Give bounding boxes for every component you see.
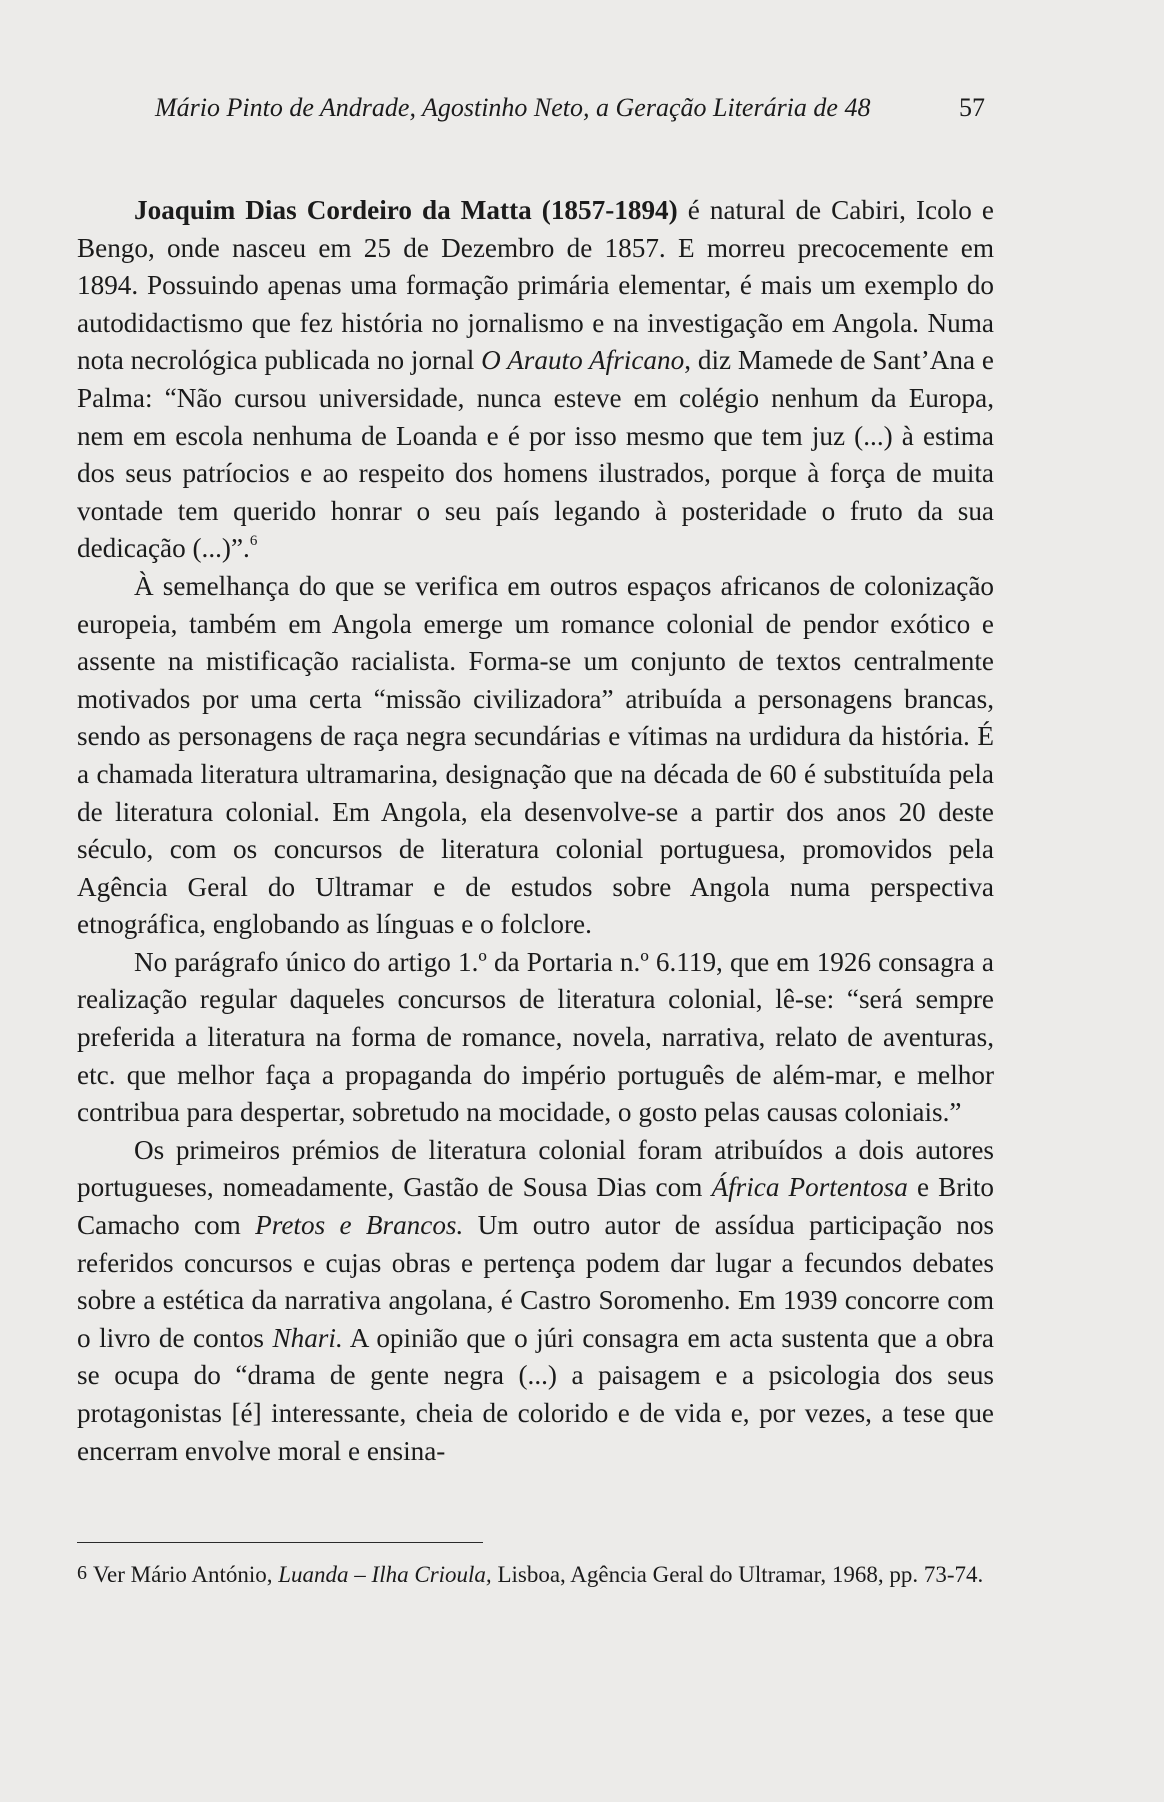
footnote-reference: 6 [249, 533, 258, 550]
footnote-rule [77, 1542, 483, 1543]
paragraph-premios [77, 1132, 994, 1470]
journal-title: O Arauto Africano [481, 345, 685, 376]
text-run: A opinião que o júri consagra em acta sustenta que a obra se ocupa do “drama de gente negra (...) a paisagem e a psicologia dos seus protagonistas [é] interessante, cheia de colorido e de vida e, por vezes, a tese que encerram envolve moral e ensina- [77, 1322, 994, 1466]
running-title: Mário Pinto de Andrade, Agostinho Neto, a Geração Literária de 48 [155, 93, 871, 122]
book-title: África Portentosa [711, 1172, 908, 1203]
person-name: Joaquim Dias Cordeiro da Matta (1857-1894) [134, 195, 678, 225]
paragraph-portaria: No parágrafo único do artigo 1.º da Portaria n.º 6.119, que em 1926 consagra a realização regular daqueles concursos de literatura colonial, lê-se: “será sempre preferida a literatura na forma de romance, novela, narrativa, relato de aventuras, etc. que melhor faça a propaganda do império português de além-mar, e melhor contribua para despertar, sobretudo na mocidade, o gosto pelas causas coloniais.” [77, 946, 994, 1128]
page-number: 57 [959, 93, 985, 122]
text-run: Um outro autor de assídua participação nos referidos concursos e cujas obras e pertença podem dar lugar a fecundos debates sobre a estética da narrativa angolana, é Castro Soromenho. Em 1939 concorre com o livro de contos [77, 1210, 995, 1353]
body-text [77, 192, 994, 1470]
footnote-number: 6 [77, 1562, 87, 1584]
text-run: é natural de Cabiri, Icolo e Bengo, onde nasceu em 25 de Dezembro de 1857. E morreu precocemente em 1894. Possuindo apenas uma formação primária elementar, é mais um exemplo do autodidactismo que fez história no jornalismo e na investigação em Angola. Numa nota necrológica publicada no jornal [77, 195, 994, 376]
text-run: , diz Mamede de Sant’Ana e Palma: “Não cursou universidade, nunca esteve em colégio nenhum da Europa, nem em escola nenhuma de Loanda e é por isso mesmo que tem juz (...) à estima dos seus patríocios e ao respeito dos homens ilustrados, porque à força de muita vontade tem querido honrar o seu país legando à posteridade o fruto da sua dedicação (...)”. [77, 345, 994, 564]
footnote [77, 1556, 994, 1592]
paragraph-cordeiro-da-matta [77, 192, 994, 568]
text-run: Lisboa, Agência Geral do Ultramar, 1968, pp. 73-74. [491, 1562, 984, 1587]
paragraph-romance-colonial: À semelhança do que se verifica em outros espaços africanos de colonização europeia, também em Angola emerge um romance colonial de pendor exótico e assente na mistificação racialista. Forma-se um conjunto de textos centralmente motivados por uma certa “missão civilizadora” atribuída a personagens brancas, sendo as personagens de raça negra secundárias e vítimas na urdidura da história. É a chamada literatura ultramarina, designação que na década de 60 é substituída pela de literatura colonial. Em Angola, ela desenvolve-se a partir dos anos 20 deste século, com os concursos de literatura colonial portuguesa, promovidos pela Agência Geral do Ultramar e de estudos sobre Angola numa perspectiva etnográfica, englobando as línguas e o folclore. [77, 570, 994, 940]
running-head [155, 88, 985, 128]
book-title: Nhari. [272, 1322, 343, 1353]
book-title: Pretos e Brancos. [255, 1210, 464, 1241]
work-title: Luanda – Ilha Crioula, [278, 1562, 492, 1587]
text-run: Ver Mário António, [93, 1562, 279, 1587]
text-run: Os primeiros prémios de literatura colonial foram atribuídos a dois autores portugueses, nomeadamente, Gastão de Sousa Dias com [77, 1134, 994, 1203]
text-run: e Brito Camacho com [77, 1172, 994, 1241]
